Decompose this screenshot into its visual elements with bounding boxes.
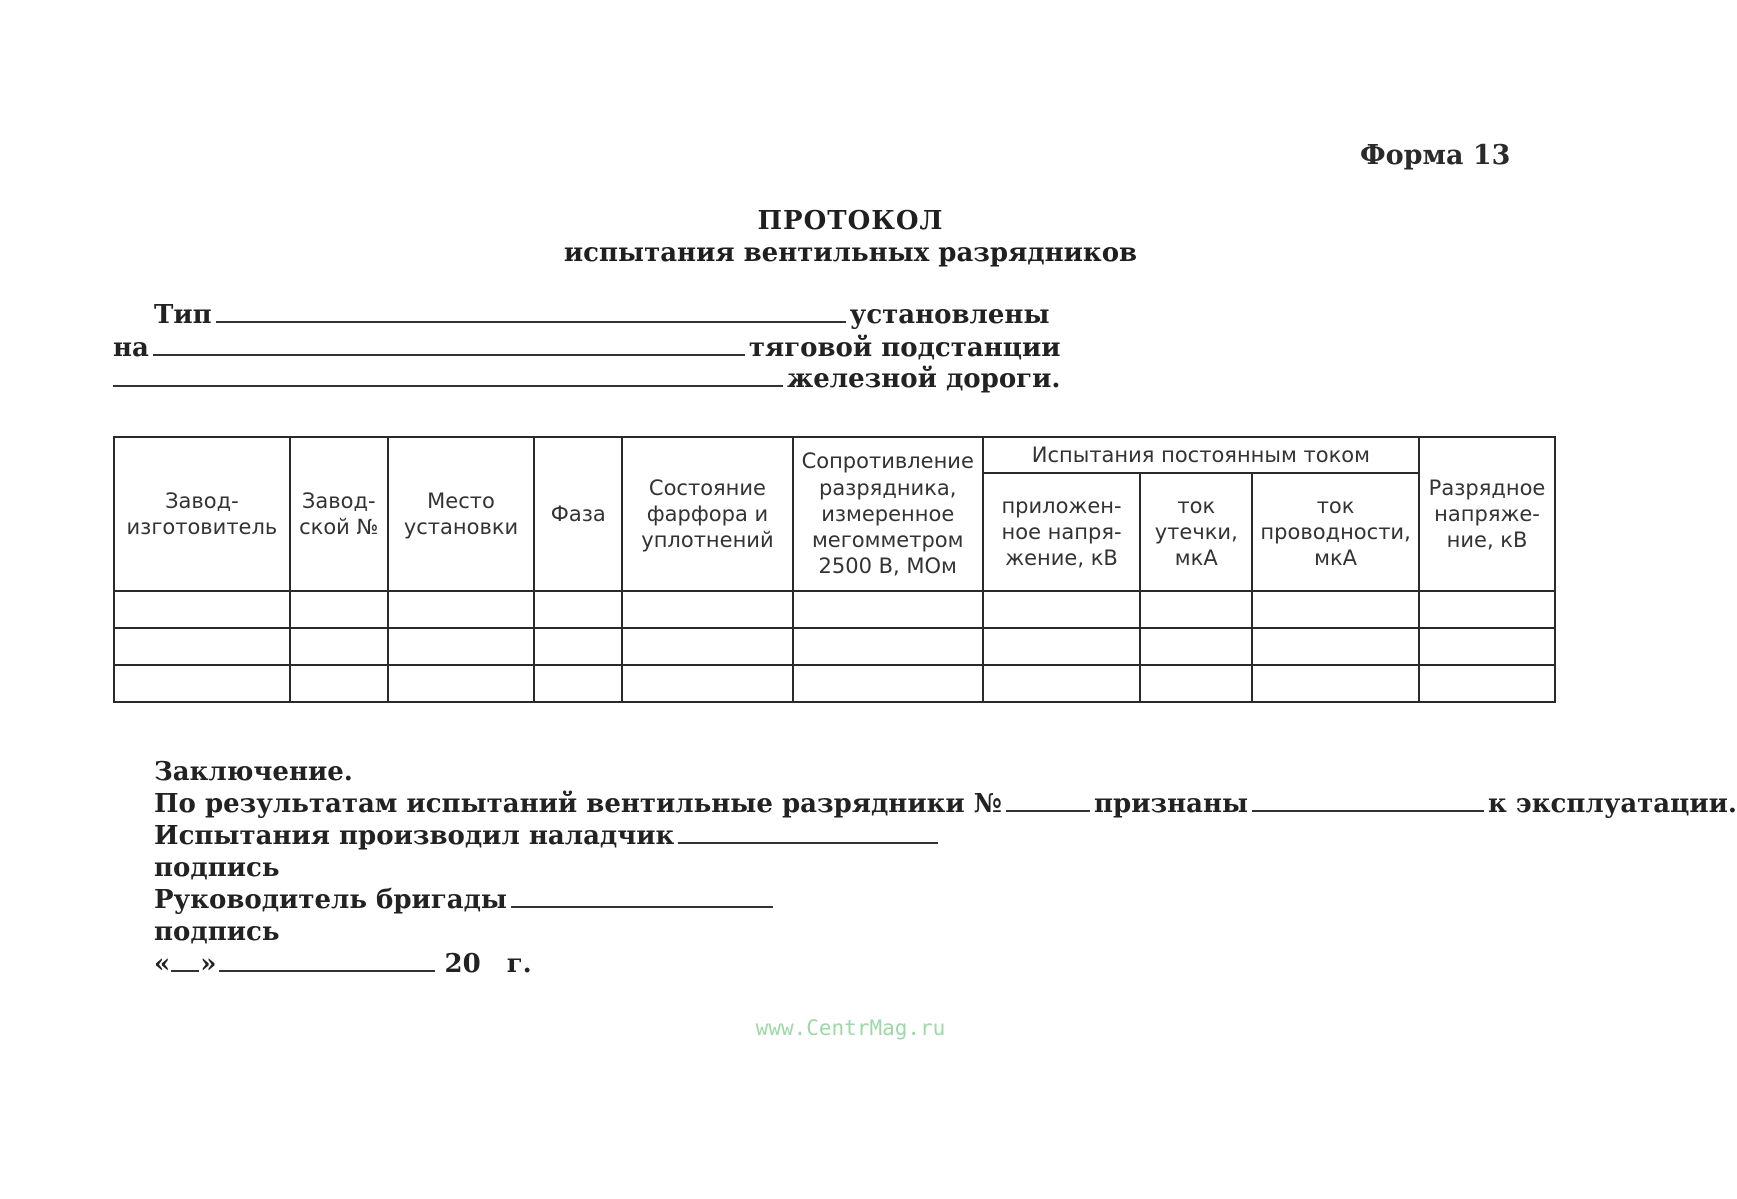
substation-line xyxy=(113,333,1061,363)
conclusion-heading: Заключение. xyxy=(154,757,353,787)
railway-line xyxy=(113,364,1060,394)
tester-signature-blank[interactable] xyxy=(678,822,938,844)
table-cell[interactable] xyxy=(534,591,622,628)
day-blank[interactable] xyxy=(171,950,199,972)
subcolumn-header-leakage-current: ток утечки, мкА xyxy=(1140,473,1252,591)
table-cell[interactable] xyxy=(1252,665,1419,702)
subcolumn-header-applied-voltage: приложен-ное напря-жение, кВ xyxy=(983,473,1141,591)
column-header-installation-place: Место установки xyxy=(388,437,535,591)
table-cell[interactable] xyxy=(114,628,290,665)
result-suffix: к эксплуатации. xyxy=(1488,789,1737,819)
month-blank[interactable] xyxy=(219,950,435,972)
railway-blank[interactable] xyxy=(113,365,783,387)
table-cell[interactable] xyxy=(622,591,793,628)
year-suffix: г. xyxy=(506,949,532,979)
brigade-label: Руководитель бригады xyxy=(154,885,507,915)
form-number: Форма 13 xyxy=(1360,140,1511,171)
column-header-manufacturer: Завод-изготовитель xyxy=(114,437,290,591)
type-blank[interactable] xyxy=(216,301,846,323)
brigade-signature-blank[interactable] xyxy=(511,886,773,908)
table-cell[interactable] xyxy=(290,628,388,665)
substation-label: тяговой подстанции xyxy=(748,333,1061,363)
column-header-serial-number: Завод-ской № xyxy=(290,437,388,591)
date-quote-close: » xyxy=(200,949,217,979)
table-cell[interactable] xyxy=(1419,628,1555,665)
table-cell[interactable] xyxy=(388,591,535,628)
column-header-phase: Фаза xyxy=(534,437,622,591)
railway-label: железной дороги. xyxy=(787,364,1061,394)
table-cell[interactable] xyxy=(793,628,983,665)
signature-caption-line-1 xyxy=(154,853,280,883)
document-subtitle: испытания вентильных разрядников xyxy=(563,238,1138,268)
table-cell[interactable] xyxy=(1140,628,1252,665)
table-row xyxy=(114,628,1555,665)
arrester-number-blank[interactable] xyxy=(1006,790,1090,812)
table-cell[interactable] xyxy=(114,665,290,702)
brigade-line xyxy=(154,885,777,915)
table-cell[interactable] xyxy=(983,628,1141,665)
table-cell[interactable] xyxy=(534,628,622,665)
table-cell[interactable] xyxy=(1419,665,1555,702)
result-middle: признаны xyxy=(1093,789,1249,819)
date-line xyxy=(154,949,532,979)
watermark: www.CentrMag.ru xyxy=(755,1016,946,1040)
year-prefix: 20 xyxy=(444,949,481,979)
table-cell[interactable] xyxy=(1140,591,1252,628)
signature-caption: подпись xyxy=(154,917,280,947)
table-cell[interactable] xyxy=(1252,591,1419,628)
table-cell[interactable] xyxy=(1419,591,1555,628)
result-prefix: По результатам испытаний вентильные разрядники № xyxy=(154,789,1002,819)
subcolumn-header-conduction-current: ток проводности, мкА xyxy=(1252,473,1419,591)
table-cell[interactable] xyxy=(622,665,793,702)
table-cell[interactable] xyxy=(1252,628,1419,665)
table-cell[interactable] xyxy=(290,591,388,628)
column-header-discharge-voltage: Разрядное напряже-ние, кВ xyxy=(1419,437,1555,591)
column-header-resistance: Сопротивление разрядника, измеренное мегомметром 2500 В, МОм xyxy=(793,437,983,591)
table-row xyxy=(114,665,1555,702)
type-line xyxy=(154,300,1050,330)
signature-caption: подпись xyxy=(154,853,280,883)
column-header-porcelain-condition: Состояние фарфора и уплотнений xyxy=(622,437,793,591)
type-label: Тип xyxy=(154,300,212,330)
table-cell[interactable] xyxy=(793,591,983,628)
table-cell[interactable] xyxy=(793,665,983,702)
table-row xyxy=(114,591,1555,628)
table-cell[interactable] xyxy=(983,665,1141,702)
table-cell[interactable] xyxy=(388,628,535,665)
table-cell[interactable] xyxy=(534,665,622,702)
table-cell[interactable] xyxy=(114,591,290,628)
table-cell[interactable] xyxy=(622,628,793,665)
table-cell[interactable] xyxy=(290,665,388,702)
table-cell[interactable] xyxy=(388,665,535,702)
date-quote-open: « xyxy=(154,949,171,979)
result-line xyxy=(154,789,1737,819)
conclusion-heading-line xyxy=(154,757,353,787)
tester-label: Испытания производил наладчик xyxy=(154,821,675,851)
substation-blank[interactable] xyxy=(153,334,745,356)
column-header-dc-tests: Испытания постоянным током xyxy=(983,437,1419,473)
test-table xyxy=(113,436,1556,703)
signature-caption-line-2 xyxy=(154,917,280,947)
tester-line xyxy=(154,821,942,851)
document-title: ПРОТОКОЛ xyxy=(757,206,944,236)
table-cell[interactable] xyxy=(1140,665,1252,702)
table-cell[interactable] xyxy=(983,591,1141,628)
installed-label: установлены xyxy=(849,300,1050,330)
verdict-blank[interactable] xyxy=(1252,790,1484,812)
on-label: на xyxy=(113,333,149,363)
